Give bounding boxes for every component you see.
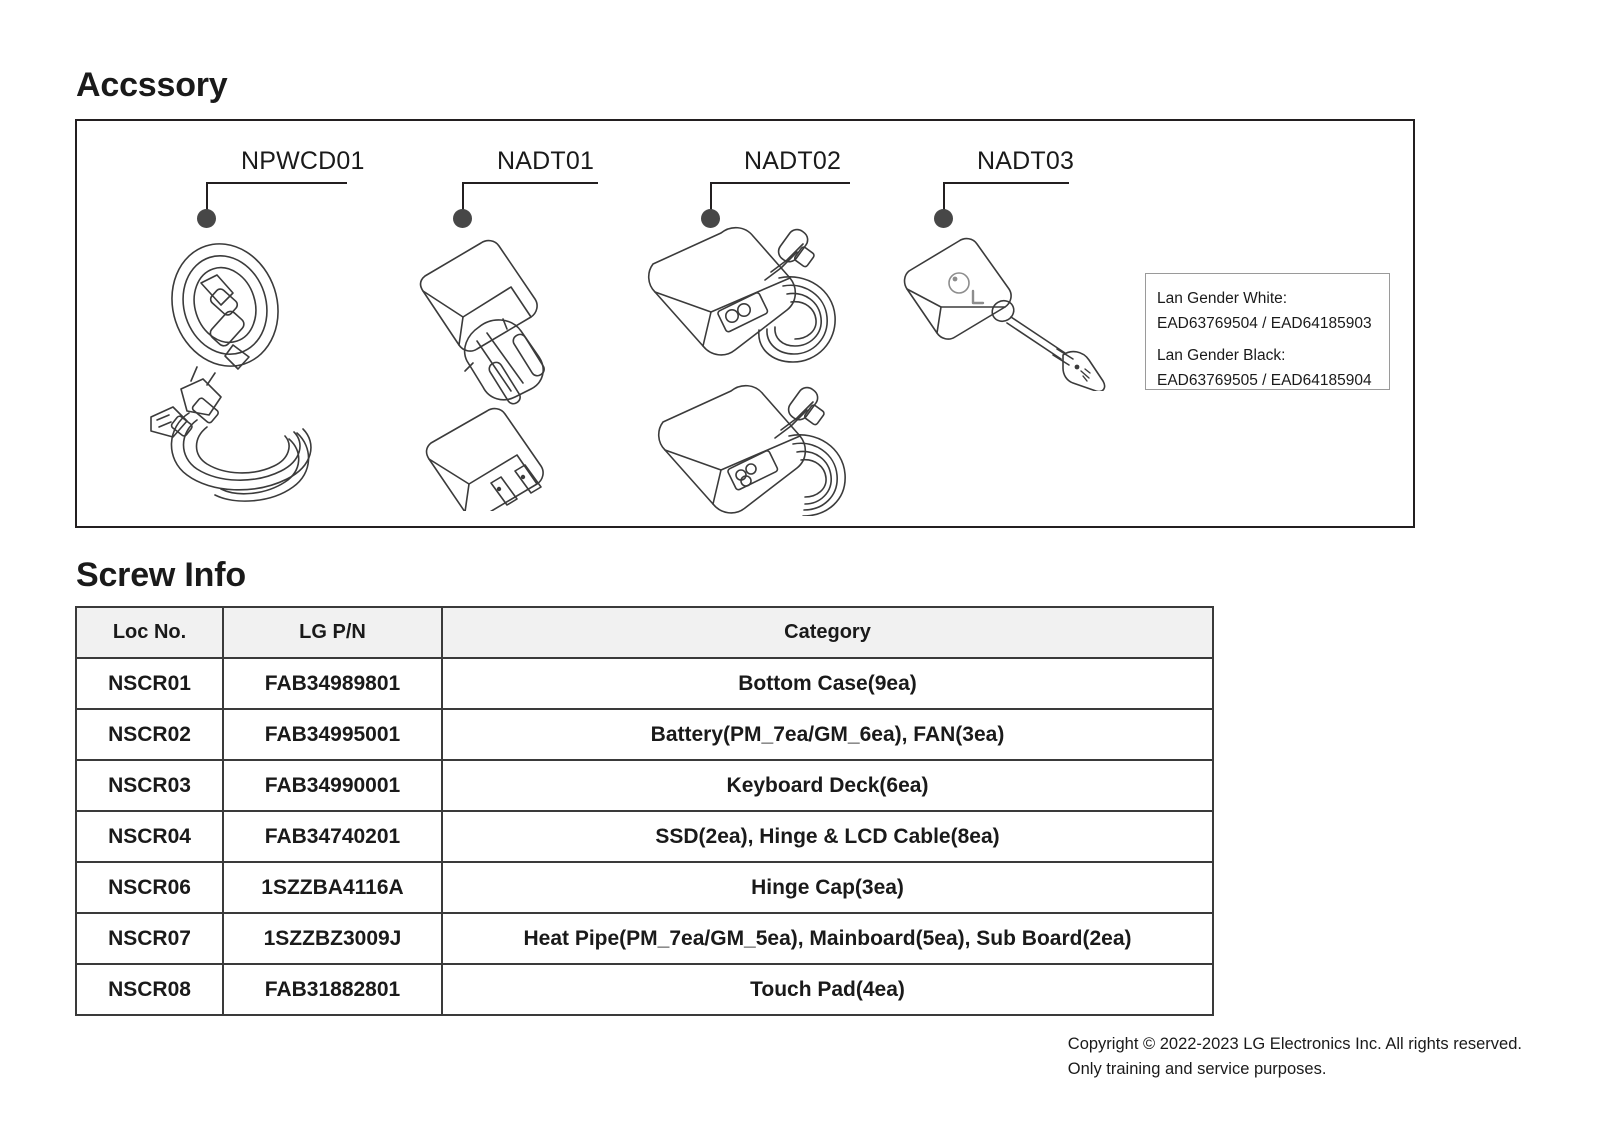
table-row	[76, 913, 1213, 964]
copyright-line: Copyright © 2022-2023 LG Electronics Inc. All rights reserved.	[1067, 1035, 1522, 1053]
power-cord-illustration	[137, 221, 347, 516]
accessory-label-nadt02: NADT02	[744, 147, 842, 175]
lan-gender-black-parts: EAD63769505 / EAD64185904	[1157, 372, 1372, 389]
copyright-footer	[1068, 1032, 1522, 1082]
table-row	[76, 811, 1213, 862]
page-title-screw-info: Screw Info	[76, 556, 246, 594]
accessory-label-nadt01: NADT01	[497, 147, 595, 175]
leader-line-horizontal-nadt03	[943, 182, 1069, 184]
cell-category: Hinge Cap(3ea)	[442, 862, 1213, 913]
cell-lg-pn: FAB34740201	[223, 811, 442, 862]
info-box-spacer	[1157, 336, 1389, 343]
column-header-category: Category	[442, 607, 1213, 658]
cell-lg-pn: FAB34995001	[223, 709, 442, 760]
accessory-label-nadt03: NADT03	[977, 147, 1075, 175]
cell-lg-pn: FAB34990001	[223, 760, 442, 811]
lan-gender-illustration	[897, 221, 1107, 396]
cell-lg-pn: FAB34989801	[223, 658, 442, 709]
cell-loc-no: NSCR03	[76, 760, 223, 811]
cell-category: SSD(2ea), Hinge & LCD Cable(8ea)	[442, 811, 1213, 862]
table-row	[76, 658, 1213, 709]
column-header-lg-pn: LG P/N	[223, 607, 442, 658]
leader-line-horizontal-nadt01	[462, 182, 598, 184]
cell-category: Keyboard Deck(6ea)	[442, 760, 1213, 811]
screw-info-table	[75, 606, 1214, 1016]
table-header-row	[76, 607, 1213, 658]
page-title-accessory: Accssory	[76, 66, 228, 104]
table-row	[76, 964, 1213, 1015]
cell-lg-pn: 1SZZBZ3009J	[223, 913, 442, 964]
leader-line-horizontal-nadt02	[710, 182, 850, 184]
cell-loc-no: NSCR04	[76, 811, 223, 862]
cell-category: Heat Pipe(PM_7ea/GM_5ea), Mainboard(5ea), Sub Board(2ea)	[442, 913, 1213, 964]
table-row	[76, 760, 1213, 811]
cell-loc-no: NSCR02	[76, 709, 223, 760]
lan-gender-info-box	[1145, 273, 1390, 390]
lan-gender-white-label: Lan Gender White:	[1157, 290, 1288, 307]
cell-loc-no: NSCR06	[76, 862, 223, 913]
cell-lg-pn: 1SZZBA4116A	[223, 862, 442, 913]
cell-loc-no: NSCR08	[76, 964, 223, 1015]
table-row	[76, 862, 1213, 913]
column-header-loc-no: Loc No.	[76, 607, 223, 658]
cell-lg-pn: FAB31882801	[223, 964, 442, 1015]
cell-loc-no: NSCR01	[76, 658, 223, 709]
cell-category: Battery(PM_7ea/GM_6ea), FAN(3ea)	[442, 709, 1213, 760]
accessory-panel	[75, 119, 1415, 528]
leader-line-horizontal-npwcd01	[206, 182, 347, 184]
cell-category: Bottom Case(9ea)	[442, 658, 1213, 709]
lan-gender-black-label: Lan Gender Black:	[1157, 347, 1286, 364]
usage-note-line: Only training and service purposes.	[1067, 1060, 1327, 1078]
accessory-label-npwcd01: NPWCD01	[241, 147, 365, 175]
lan-gender-white-parts: EAD63769504 / EAD64185903	[1157, 315, 1372, 332]
wall-adapter-illustration	[407, 221, 607, 516]
cell-loc-no: NSCR07	[76, 913, 223, 964]
table-row	[76, 709, 1213, 760]
power-brick-illustration	[637, 216, 877, 521]
cell-category: Touch Pad(4ea)	[442, 964, 1213, 1015]
